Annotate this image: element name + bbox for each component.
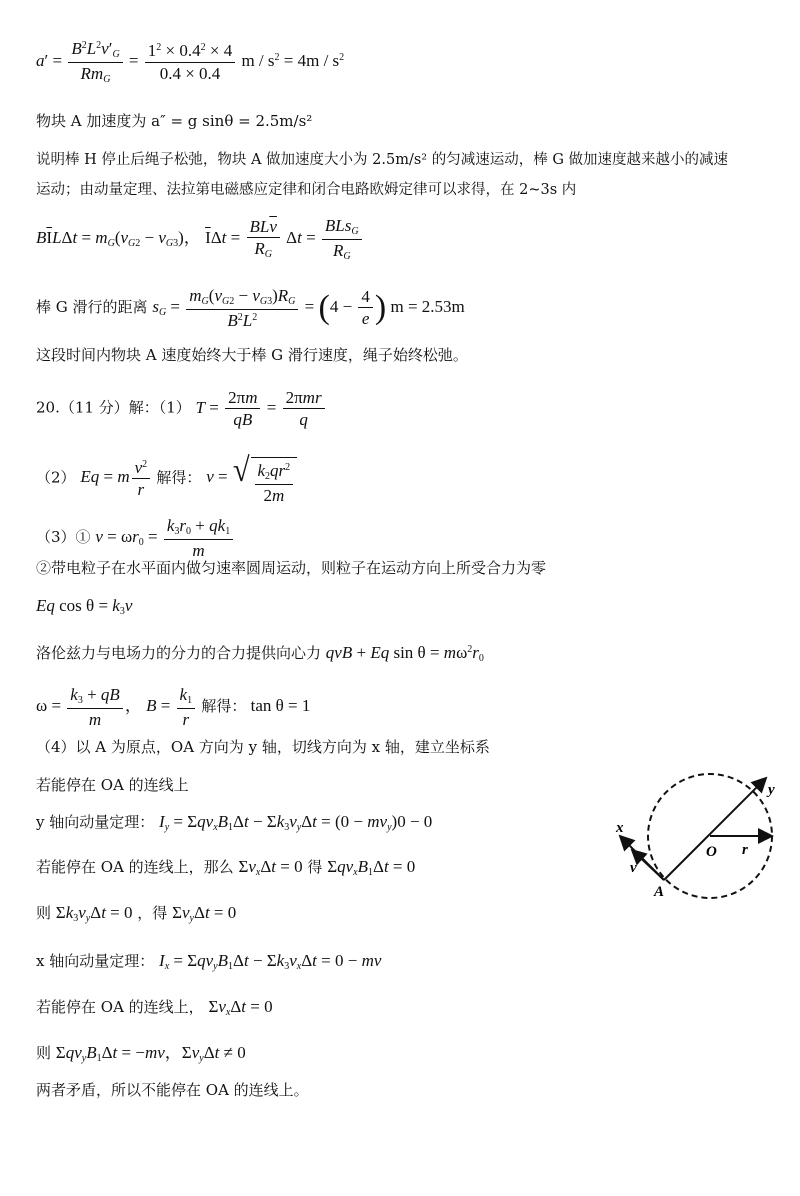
text-block-if-stop-2: [36, 998, 273, 1018]
velocity-arrow: [632, 850, 664, 880]
label-A: A: [654, 884, 665, 900]
label-x: x: [616, 820, 624, 836]
question-20-part-1: [36, 387, 327, 431]
equation-a-prime: a′ = $\frac{B^2L^2v'_G}{Rm_G}$ = $\frac{1^2 \times 0.4^2 \times 4}{0.4 \times 0.4}$ $m / s^2 = 4m / s^2$: [36, 39, 345, 85]
centripetal-label: 洛伦兹力与电场力的分力的合力提供向心力: [36, 644, 322, 662]
get-label: 得: [307, 858, 323, 876]
text-block-explain-1: 说明棒 H 停止后绳子松弛，物块 A 做加速度大小为 2.5m/s² 的匀减速运动，棒 G 做加速度越来越小的减速: [36, 152, 729, 168]
label-r: r: [742, 842, 748, 858]
equation-final: $\Sigma qv_yB_1\Delta t = -mv$，$\Sigma v_y\Delta t \ne 0$: [55, 1043, 246, 1064]
x-momentum-label: x 轴向动量定理：: [36, 952, 155, 970]
text-block-coordinate: （4）以 A 为原点，OA 方向为 y 轴，切线方向为 x 轴，建立坐标系: [36, 738, 490, 756]
equation-omega: ω = $\frac{k_3 + qB}{m}$ ， B = $\frac{k_1}{r}$ 解得： tan θ = 1: [36, 685, 311, 729]
q20-3-label: （3）①: [36, 527, 91, 546]
equation-momentum: $B\overline{I}L\Delta t = m_G(v_{G2} - v_{G3})$， $\overline{I}\Delta t$ = $\frac{BL\overline{v}}{R_G}$ Δt = $\frac{BLs_G}{R_G}$: [36, 215, 364, 263]
text-block-final: [36, 1044, 246, 1064]
then-label-2: 则: [36, 1044, 52, 1062]
q20-heading: 20.（11 分）解：（1）: [36, 398, 191, 417]
text-block-acceleration: 物块 A 加速度为 a″ = g sinθ = 2.5m/s²: [36, 112, 313, 130]
sum-vx-label: 若能停在 OA 的连线上，那么: [36, 858, 234, 876]
equation-centripetal: qvB + Eq $\sin \theta = m\omega^2r_0$: [325, 643, 484, 664]
solve-label-2: 解得：: [201, 696, 247, 715]
circle-diagram: [610, 770, 800, 910]
then-label: 则: [36, 904, 52, 922]
equation-Eq: Eq = m $\frac{v^2}{r}$: [80, 467, 156, 486]
q20-2-label: （2）: [36, 468, 76, 487]
question-20-part-3: [36, 515, 235, 561]
equation-sum-qvx: $\Sigma qv_xB_1\Delta t = 0$: [327, 857, 416, 878]
equation-sG: $s_G$ = $\frac{m_G(v_{G2} - v_{G3})R_G}{B^2L^2}$ = (4 − $\frac{4}{e}$ ) m = 2.53m: [152, 286, 465, 330]
text-block-sG: [36, 285, 465, 331]
text-block-rope: 这段时间内物块 A 速度始终大于棒 G 滑行速度，绳子始终松弛。: [36, 346, 468, 364]
equation-sum-k3: $\Sigma k_3v_y\Delta t = 0$: [55, 903, 133, 924]
equation-Ix: $I_x = \Sigma qv_yB_1\Delta t - \Sigma k_3v_x\Delta t = 0$ − mv: [159, 951, 382, 972]
text-block-x-momentum: [36, 952, 381, 972]
label-O: O: [706, 844, 717, 860]
equation-v-sqrt: v = √ $\frac{k_2qr^2}{2m}$: [206, 467, 297, 486]
solve-label: 解得：: [156, 468, 202, 487]
label-y: y: [768, 782, 775, 798]
text-block-centripetal: [36, 644, 484, 664]
text-block-y-momentum: [36, 813, 432, 833]
text-block-zero-force: ②带电粒子在水平面内做匀速率圆周运动，则粒子在运动方向上所受合力为零: [36, 559, 547, 577]
question-20-part-2: [36, 451, 297, 506]
text-block-conclusion: 两者矛盾，所以不能停在 OA 的连线上。: [36, 1081, 309, 1099]
text-block-explain-2: 运动；由动量定理、法拉第电磁感应定律和闭合电路欧姆定律可以求得，在 2~3s 内: [36, 182, 577, 198]
equation-T: T = $\frac{2\pi m}{qB}$ = $\frac{\text{2πmr}}{q}$: [196, 398, 327, 417]
text-block-if-stop: 若能停在 OA 的连线上: [36, 776, 189, 794]
y-momentum-label: y 轴向动量定理：: [36, 813, 155, 831]
equation-sum-vx: $\Sigma v_x\Delta t = 0$: [238, 857, 303, 878]
text-block-sum-vx: [36, 858, 415, 878]
y-axis-arrow: [664, 778, 766, 880]
label-v: v: [630, 860, 637, 876]
equation-Iy: $I_y = \Sigma qv_xB_1\Delta t - \Sigma k_3v_y\Delta t = (0 - mv_y)0 - 0$: [159, 812, 433, 833]
equation-v-omega: $v = \omega r_0$ = $\frac{k_3r_0 + qk_1}{m}$: [95, 527, 235, 546]
text-block-sum-k3: [36, 904, 236, 924]
get-label-2: ，得: [137, 904, 168, 922]
if-stop-label: 若能停在 OA 的连线上，: [36, 998, 204, 1016]
equation-sum-vy: $\Sigma v_y\Delta t = 0$: [172, 903, 237, 924]
equation-cos: Eq $\cos \theta = k_3v$: [36, 596, 133, 617]
sG-label: 棒 G 滑行的距离: [36, 297, 148, 316]
equation-sum-vx-2: $\Sigma v_x\Delta t = 0$: [208, 997, 273, 1018]
